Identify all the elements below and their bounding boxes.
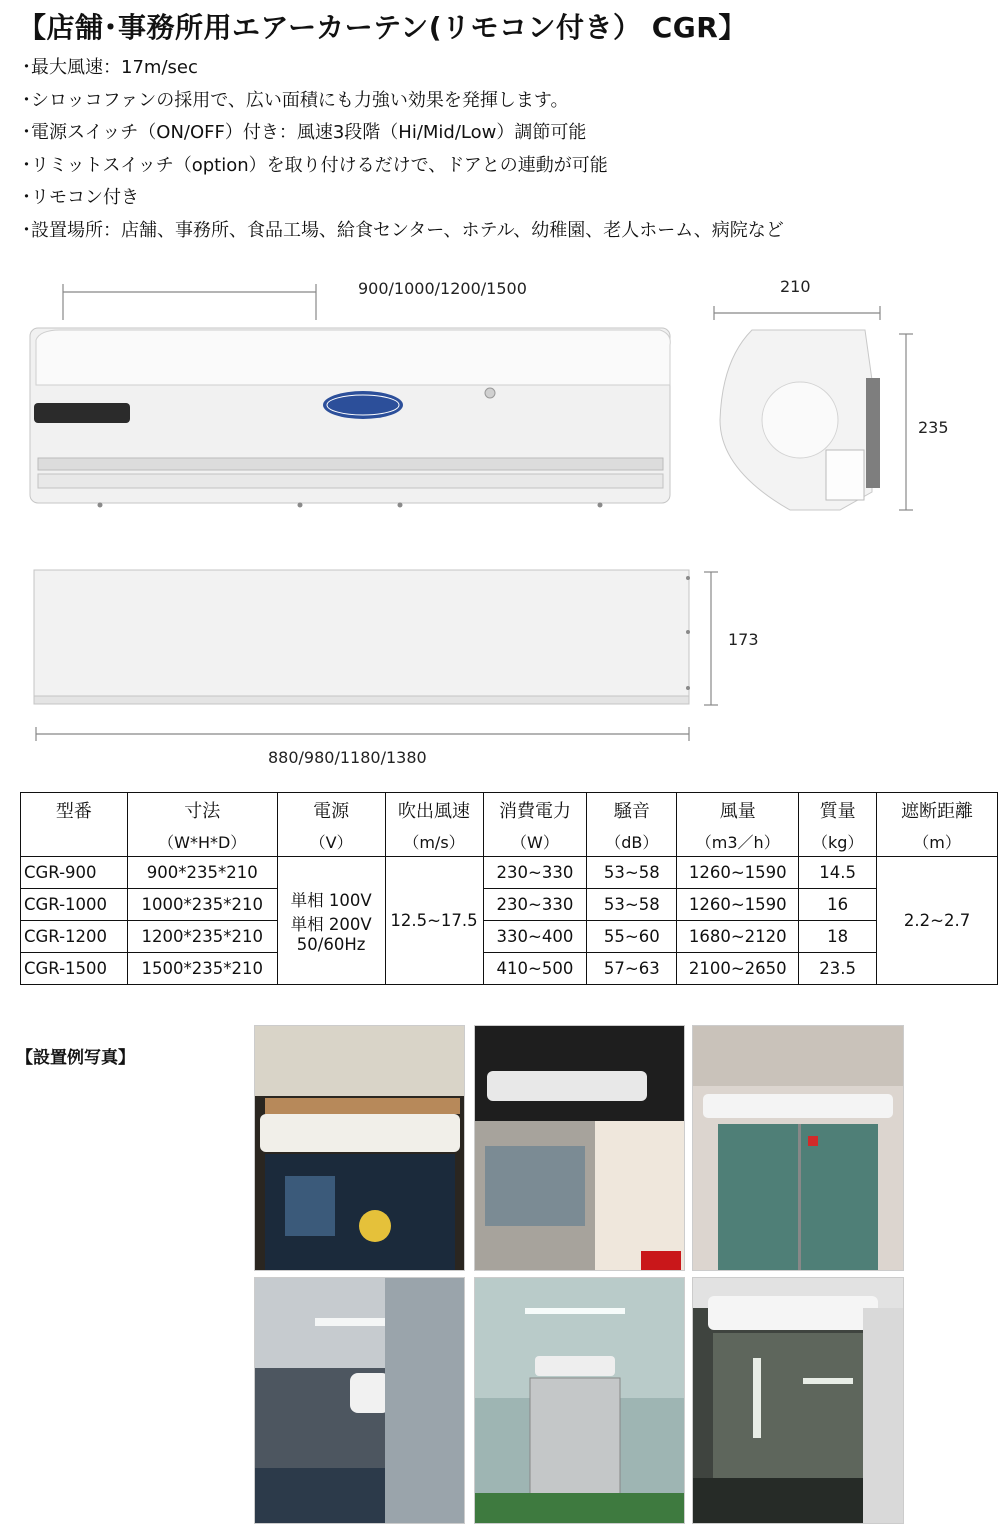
height-dimension-line <box>899 334 913 510</box>
feature-item: ･電源スイッチ（ON/OFF）付き：風速3段階（Hi/Mid/Low）調節可能 <box>22 122 587 143</box>
model-cell: CGR-1000 <box>21 889 128 921</box>
unit-cell: （m） <box>877 826 998 857</box>
header-noise: 騒音 <box>587 793 677 827</box>
airflow-cell: 1680~2120 <box>677 921 799 953</box>
model-cell: CGR-900 <box>21 857 128 889</box>
airflow-cell: 1260~1590 <box>677 857 799 889</box>
table-row <box>21 953 998 985</box>
power-cell: 230~330 <box>483 857 587 889</box>
header-distance: 遮断距離 <box>877 793 998 827</box>
unit-cell: （dB） <box>587 826 677 857</box>
header-mass: 質量 <box>799 793 877 827</box>
air-curtain-side-image <box>720 330 880 510</box>
unit-cell: （W） <box>483 826 587 857</box>
depth-dimension-label: 210 <box>780 277 811 296</box>
installation-photo <box>474 1025 685 1271</box>
power-cell: 230~330 <box>483 889 587 921</box>
feature-item: ･最大風速：17m/sec <box>22 57 198 78</box>
depth-dimension-line <box>714 306 880 320</box>
width-dimension-label: 900/1000/1200/1500 <box>358 279 527 298</box>
size-cell: 1200*235*210 <box>127 921 277 953</box>
table-units-row <box>21 826 998 857</box>
supply-line: 50/60Hz <box>296 935 366 954</box>
header-power: 消費電力 <box>483 793 587 827</box>
panel-image <box>34 570 690 704</box>
mass-cell: 14.5 <box>799 857 877 889</box>
unit-cell <box>21 826 128 857</box>
feature-item: ･リモコン付き <box>22 187 139 208</box>
page-title: 【店舗･事務所用エアーカーテン(リモコン付き） CGR】 <box>18 11 747 44</box>
photos-section-title: 【設置例写真】 <box>16 1048 135 1068</box>
supply-line: 単相 100V <box>290 891 372 910</box>
size-cell: 1000*235*210 <box>127 889 277 921</box>
size-cell: 900*235*210 <box>127 857 277 889</box>
installation-photo <box>692 1277 904 1524</box>
power-cell: 410~500 <box>483 953 587 985</box>
distance-cell: 2.2~2.7 <box>877 857 998 985</box>
size-cell: 1500*235*210 <box>127 953 277 985</box>
header-size: 寸法 <box>127 793 277 827</box>
noise-cell: 57~63 <box>587 953 677 985</box>
height-dimension-label: 235 <box>918 418 949 437</box>
header-speed: 吹出風速 <box>385 793 483 827</box>
installation-photo <box>254 1025 465 1271</box>
unit-cell: （W*H*D） <box>127 826 277 857</box>
power-cell: 330~400 <box>483 921 587 953</box>
supply-cell <box>277 857 385 985</box>
speed-cell: 12.5~17.5 <box>385 857 483 985</box>
mass-cell: 18 <box>799 921 877 953</box>
noise-cell: 53~58 <box>587 857 677 889</box>
header-airflow: 風量 <box>677 793 799 827</box>
table-row <box>21 921 998 953</box>
table-row <box>21 857 998 889</box>
installation-photo <box>692 1025 904 1271</box>
header-model: 型番 <box>21 793 128 827</box>
model-cell: CGR-1200 <box>21 921 128 953</box>
mass-cell: 23.5 <box>799 953 877 985</box>
panel-height-label: 173 <box>728 630 759 649</box>
panel-width-label: 880/980/1180/1380 <box>268 748 427 767</box>
air-curtain-front-image <box>30 328 670 508</box>
table-header-row <box>21 793 998 827</box>
airflow-cell: 1260~1590 <box>677 889 799 921</box>
width-dimension-line <box>63 284 316 320</box>
unit-cell: （V） <box>277 826 385 857</box>
airflow-cell: 2100~2650 <box>677 953 799 985</box>
feature-item: ･シロッコファンの採用で、広い面積にも力強い効果を発揮します。 <box>22 89 569 111</box>
mass-cell: 16 <box>799 889 877 921</box>
supply-line: 単相 200V <box>290 915 372 934</box>
spec-table <box>20 792 998 985</box>
feature-item: ･設置場所：店舗、事務所、食品工場、給食センター、ホテル、幼稚園、老人ホーム、病院など <box>22 219 784 241</box>
noise-cell: 53~58 <box>587 889 677 921</box>
unit-cell: （kg） <box>799 826 877 857</box>
panel-height-dimension-line <box>704 572 718 705</box>
table-row <box>21 889 998 921</box>
unit-cell: （m3／h） <box>677 826 799 857</box>
model-cell: CGR-1500 <box>21 953 128 985</box>
installation-photo <box>254 1277 465 1524</box>
noise-cell: 55~60 <box>587 921 677 953</box>
unit-cell: （m/s） <box>385 826 483 857</box>
feature-item: ･リミットスイッチ（option）を取り付けるだけで、ドアとの連動が可能 <box>22 154 608 176</box>
control-panel-icon <box>34 403 130 423</box>
header-supply: 電源 <box>277 793 385 827</box>
installation-photo <box>474 1277 685 1524</box>
panel-width-dimension-line <box>36 727 689 741</box>
